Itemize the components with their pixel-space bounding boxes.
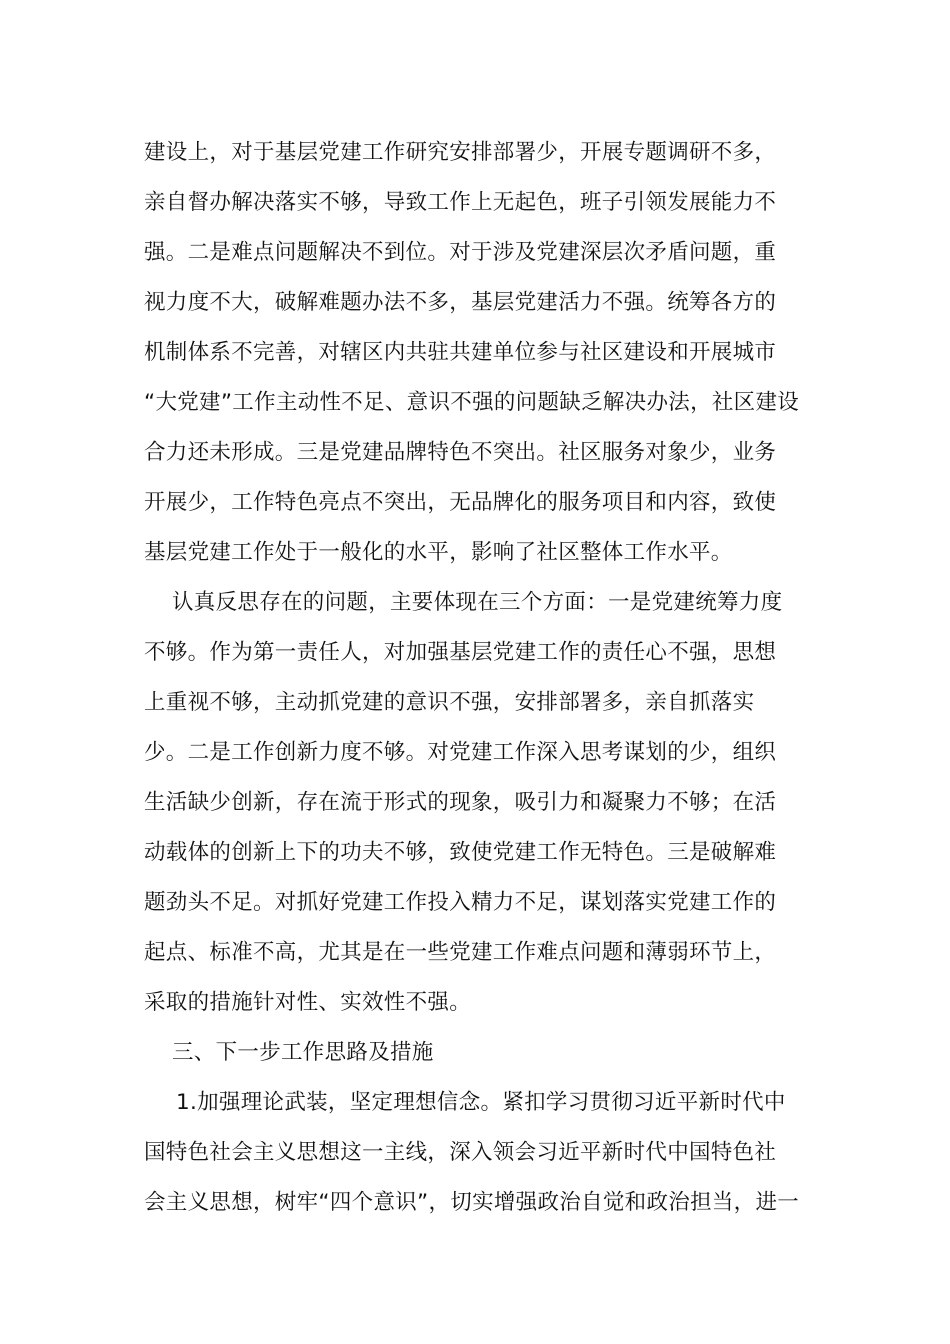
text-line: 基层党建工作处于一般化的水平，影响了社区整体工作水平。	[144, 540, 733, 565]
text-line: 题劲头不足。对抓好党建工作投入精力不足，谋划落实党建工作的	[144, 890, 777, 915]
text-line: 上重视不够，主动抓党建的意识不强，安排部署多，亲自抓落实	[144, 690, 755, 715]
text-line: 开展少，工作特色亮点不突出，无品牌化的服务项目和内容，致使	[144, 490, 777, 515]
text-line: 起点、标准不高，尤其是在一些党建工作难点问题和薄弱环节上，	[144, 940, 777, 965]
text-line: 不够。作为第一责任人，对加强基层党建工作的责任心不强，思想	[144, 640, 777, 665]
text-line: 亲自督办解决落实不够，导致工作上无起色，班子引领发展能力不	[144, 190, 777, 215]
text-line: 建设上，对于基层党建工作研究安排部署少，开展专题调研不多，	[144, 140, 777, 165]
paragraph-start-line: 认真反思存在的问题，主要体现在三个方面：一是党建统筹力度	[172, 590, 783, 615]
text-line: 机制体系不完善，对辖区内共驻共建单位参与社区建设和开展城市	[144, 340, 777, 365]
text-line: 视力度不大，破解难题办法不多，基层党建活力不强。统筹各方的	[144, 290, 777, 315]
text-line: “大党建”工作主动性不足、意识不强的问题缺乏解决办法，社区建设	[144, 390, 800, 415]
text-line: 强。二是难点问题解决不到位。对于涉及党建深层次矛盾问题，重	[144, 240, 777, 265]
text-line: 生活缺少创新，存在流于形式的现象，吸引力和凝聚力不够；在活	[144, 790, 777, 815]
text-line: 动载体的创新上下的功夫不够，致使党建工作无特色。三是破解难	[144, 840, 777, 865]
text-line: 少。二是工作创新力度不够。对党建工作深入思考谋划的少，组织	[144, 740, 777, 765]
text-line: 会主义思想，树牢“四个意识”，切实增强政治自觉和政治担当，进一	[144, 1190, 800, 1215]
text-line: 合力还未形成。三是党建品牌特色不突出。社区服务对象少，业务	[144, 440, 777, 465]
document-body	[144, 128, 824, 1228]
paragraph-start-line: 1.加强理论武装，坚定理想信念。紧扣学习贯彻习近平新时代中	[176, 1090, 786, 1115]
text-line: 国特色社会主义思想这一主线，深入领会习近平新时代中国特色社	[144, 1140, 777, 1165]
section-heading: 三、下一步工作思路及措施	[172, 1040, 434, 1065]
text-line: 采取的措施针对性、实效性不强。	[144, 990, 472, 1015]
